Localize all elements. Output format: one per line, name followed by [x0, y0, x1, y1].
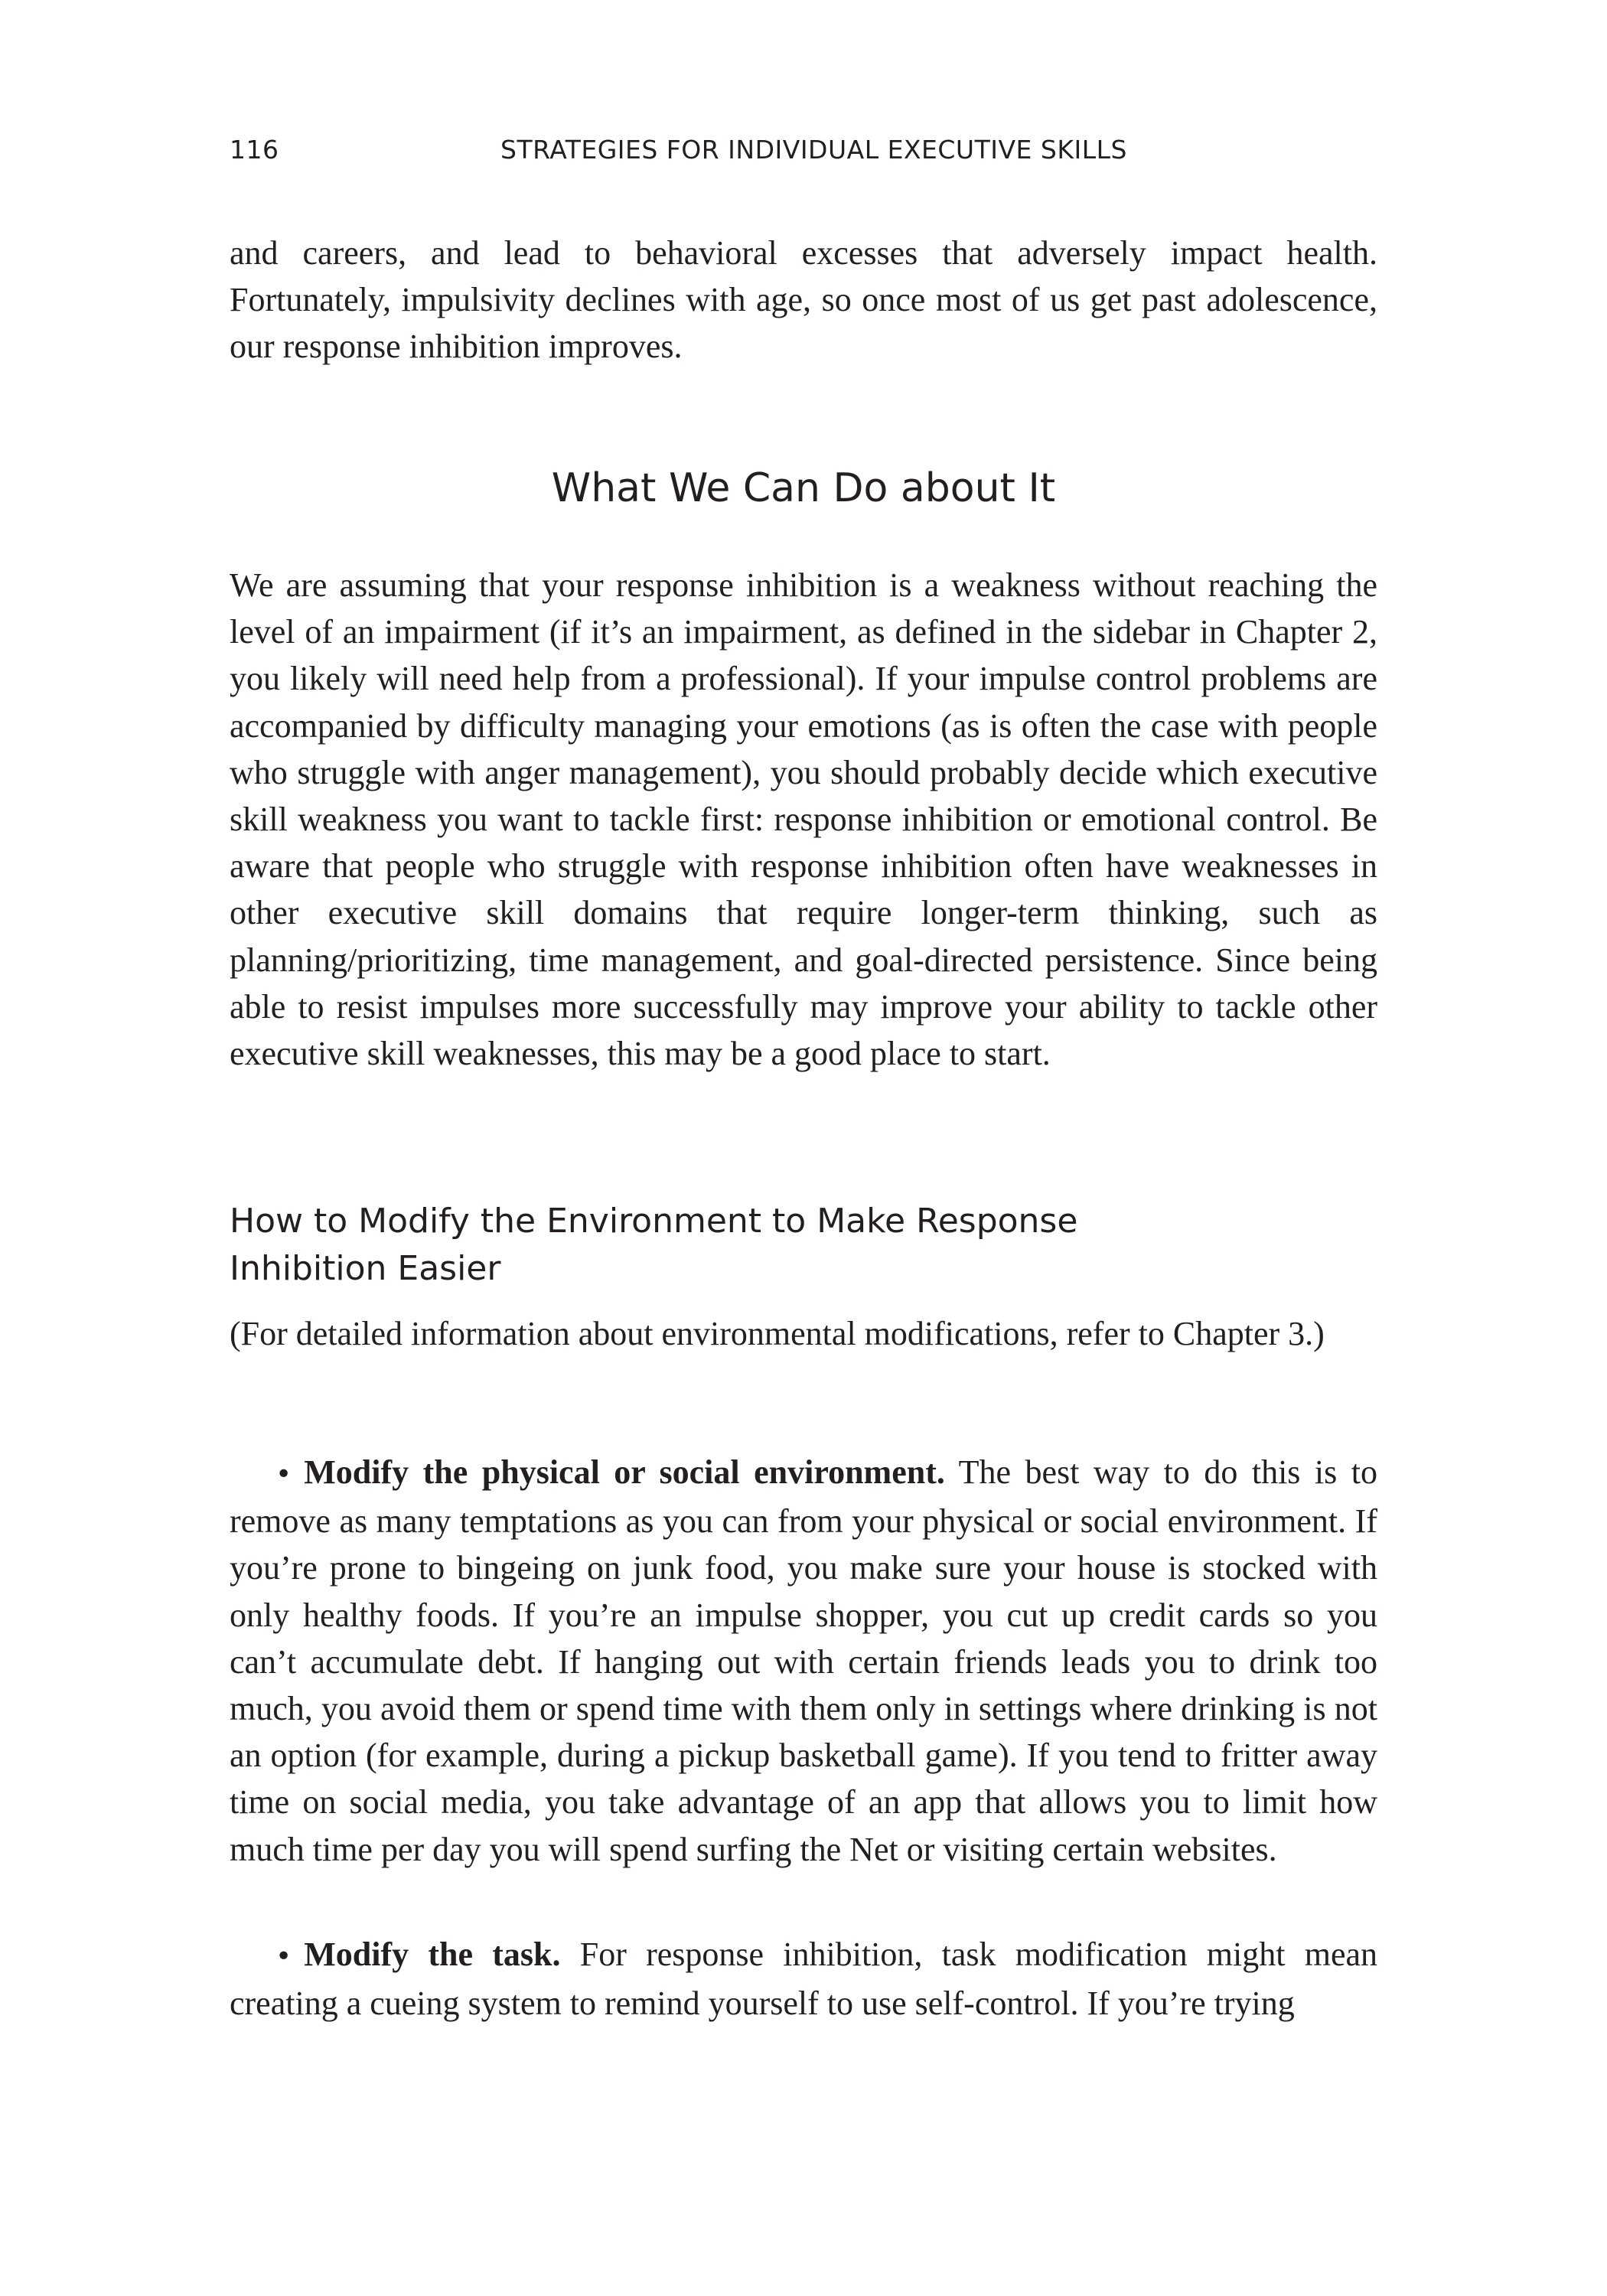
running-head	[230, 135, 1377, 173]
bullet-symbol: •	[275, 1941, 292, 1972]
section-heading: What We Can Do about It	[551, 465, 1056, 511]
bullet-symbol: •	[275, 1459, 292, 1490]
bullet-lead-phrase: Modify the task.	[304, 1936, 561, 1973]
continuation-paragraph: and careers, and lead to behavioral excesses that adversely impact health. Fortunately, impulsivity declines with age, so once most of us get past adolescence, our response inhibition improves.	[230, 234, 1377, 366]
page-number: 116	[230, 135, 279, 165]
subsection-heading	[230, 1198, 1377, 1293]
cross-reference-note: (For detailed information about environmental modifications, refer to Chapter 3.)	[230, 1315, 1325, 1352]
intro-paragraph: We are assuming that your response inhibition is a weakness without reaching the level of an impairment (if it’s an impairment, as defined in the sidebar in Chapter 2, you likely will need help from a professional). If your impulse control problems are accompanied by difficulty managing your emotions (as is often the case with people who struggle with anger management), you should probably decide which executive skill weakness you want to tackle first: response inhibition or emotional control. Be aware that people who struggle with response inhibition often have weaknesses in other executive skill domains that require longer-term thinking, such as planning/prioritizing, time management, and goal-directed persistence. Since being able to resist impulses more successfully may improve your ability to tackle other executive skill weaknesses, this may be a good place to start.	[230, 566, 1377, 1073]
subsection-heading-line-1: How to Modify the Environment to Make Response	[230, 1202, 1078, 1241]
bullet-text: The best way to do this is to remove as many temptations as you can from your physical or social environment. If you’re prone to bingeing on junk food, you make sure your house is stocked with only healthy foods. If you’re an impulse shopper, you cut up credit cards so you can’t accumulate debt. If hanging out with certain friends leads you to drink too much, you avoid them or spend time with them only in settings where drinking is not an option (for example, during a pickup basketball game). If you tend to fritter away time on social media, you take advantage of an app that allows you to limit how much time per day you will spend surfing the Net or visiting certain websites.	[230, 1453, 1377, 1868]
bullet-lead-phrase: Modify the physical or social environment.	[304, 1453, 945, 1491]
bullet-item	[230, 1931, 1377, 2027]
subsection-heading-line-2: Inhibition Easier	[230, 1249, 501, 1288]
bullet-item	[230, 1449, 1377, 1873]
bullet-text: For response inhibition, task modification might mean creating a cueing system to remind yourself to use self-control. If you’re trying	[230, 1936, 1377, 2023]
running-head-title: STRATEGIES FOR INDIVIDUAL EXECUTIVE SKILLS	[500, 135, 1127, 165]
